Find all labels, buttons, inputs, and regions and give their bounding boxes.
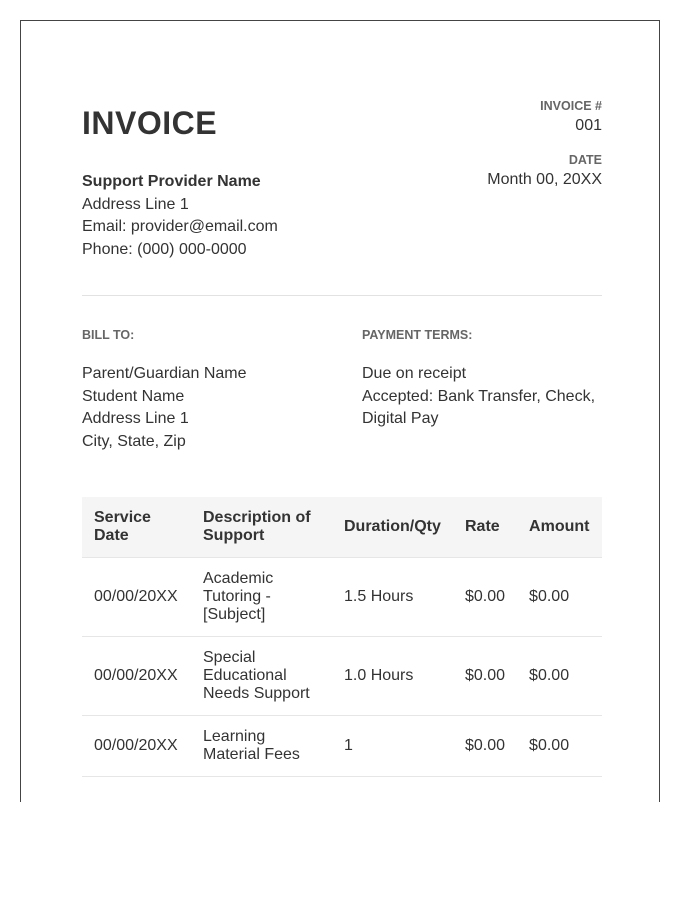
payment-terms-section: [362, 328, 612, 431]
cell-duration: 1: [332, 716, 453, 777]
cell-service-date: 00/00/20XX: [82, 637, 191, 716]
table-row: [82, 716, 602, 777]
invoice-number-label: INVOICE #: [540, 99, 602, 113]
column-header-amount: Amount: [517, 497, 602, 558]
cell-rate: $0.00: [453, 558, 517, 637]
bill-to-label: BILL TO:: [82, 328, 135, 342]
cell-description: Learning Material Fees: [191, 716, 332, 777]
section-divider: [82, 295, 602, 296]
provider-address: Address Line 1: [82, 195, 189, 213]
table-row: [82, 558, 602, 637]
invoice-date: Month 00, 20XX: [487, 171, 602, 188]
invoice-title: INVOICE: [82, 105, 218, 141]
cell-service-date: 00/00/20XX: [82, 558, 191, 637]
services-table: [82, 497, 602, 777]
invoice-sheet: [20, 20, 660, 802]
payment-terms-line: Due on receipt: [362, 365, 467, 382]
payment-terms-label: PAYMENT TERMS:: [362, 328, 473, 342]
column-header-description: Description of Support: [191, 497, 332, 558]
cell-amount: $0.00: [517, 716, 602, 777]
bill-to-section: [82, 328, 342, 453]
payment-terms-line: Digital Pay: [362, 410, 439, 427]
provider-email: Email: provider@email.com: [82, 218, 278, 235]
payment-terms-line: Accepted: Bank Transfer, Check,: [362, 387, 596, 405]
column-header-service-date: Service Date: [82, 497, 191, 558]
cell-description: Academic Tutoring - [Subject]: [191, 558, 332, 637]
cell-service-date: 00/00/20XX: [82, 716, 191, 777]
bill-to-line: City, State, Zip: [82, 432, 186, 450]
invoice-meta: [487, 99, 602, 191]
cell-duration: 1.5 Hours: [332, 558, 453, 637]
column-header-rate: Rate: [453, 497, 517, 558]
provider-info: [82, 171, 278, 261]
invoice-number: 001: [575, 117, 602, 134]
provider-phone: Phone: (000) 000-0000: [82, 240, 247, 258]
provider-name: Support Provider Name: [82, 173, 261, 190]
bill-to-line: Address Line 1: [82, 410, 189, 427]
table-row: [82, 637, 602, 716]
invoice-date-label: DATE: [568, 153, 602, 167]
bill-to-line: Student Name: [82, 387, 185, 405]
cell-rate: $0.00: [453, 637, 517, 716]
cell-duration: 1.0 Hours: [332, 637, 453, 716]
cell-amount: $0.00: [517, 558, 602, 637]
table-header-row: [82, 497, 602, 558]
cell-amount: $0.00: [517, 637, 602, 716]
column-header-duration: Duration/Qty: [332, 497, 453, 558]
cell-rate: $0.00: [453, 716, 517, 777]
bill-to-line: Parent/Guardian Name: [82, 365, 247, 382]
cell-description: Special Educational Needs Support: [191, 637, 332, 716]
